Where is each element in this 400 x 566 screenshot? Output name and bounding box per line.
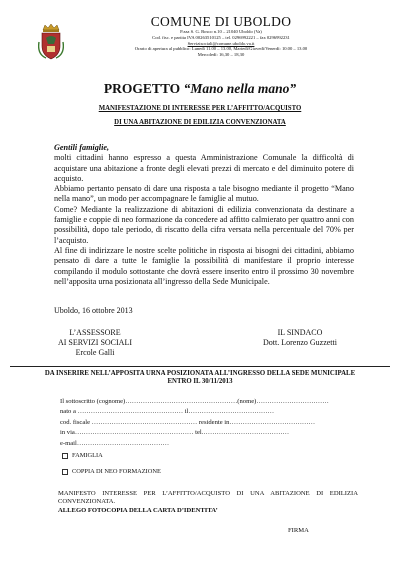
option-famiglia-label: FAMIGLIA [72, 452, 103, 459]
option-coppia-label: COPPIA DI NEO FORMAZIONE [72, 468, 161, 475]
checkbox-icon[interactable] [62, 469, 68, 475]
option-famiglia[interactable] [62, 452, 103, 459]
letterhead [96, 14, 346, 58]
assessore-role-2: AI SERVIZI SOCIALI [57, 338, 133, 347]
project-title [0, 81, 400, 97]
title-prefix: PROGETTO [103, 81, 184, 96]
signature-assessore [40, 328, 150, 358]
form-heading [20, 370, 380, 387]
letter-date: Uboldo, 16 ottobre 2013 [54, 306, 133, 315]
form-fields [60, 397, 360, 449]
city-name: COMUNE DI UBOLDO [150, 14, 292, 29]
subtitle-line-1: MANIFESTAZIONE DI INTERESSE PER L’AFFITTO/ACQUISTO [98, 105, 302, 112]
manifest-text: MANIFESTO INTERESSE PER L’AFFITTO/ACQUISTO DI UNA ABITAZIONE DI EDILIZIA CONVENZIONATA. [58, 490, 358, 506]
paragraph-1: molti cittadini hanno espresso a questa Amministrazione Comunale la difficoltà di acquistare una abitazione a fronte degli elevati prezzi di mercato e del diminuito potere di acquisto. [54, 153, 354, 183]
address-phone-field[interactable]: in via……………………………………………… tel.………………………………… [60, 429, 290, 437]
manifest-statement [58, 490, 358, 515]
paragraph-4: Al fine di indirizzare le nostre scelte politiche in risposta ai bisogni dei cittadini, abbiamo pensato di dare a tutte le famiglie la possibilità di manifestare il proprio interesse compilando il modulo sottostante che dovrà essere inserito entro il prossimo 30 novembre nell’apposita urna posizionata all’ingresso della Sede Municipale. [54, 245, 354, 286]
email-link[interactable]: Servizisociali@comune.uboldo.va.it [187, 40, 255, 46]
divider [10, 366, 390, 367]
sindaco-name: Dott. Lorenzo Guzzetti [263, 338, 337, 347]
letter-body [54, 143, 354, 287]
email-field[interactable]: e-mail…………………………………… [60, 439, 170, 447]
paragraph-2: Abbiamo pertanto pensato di dare una risposta a tale bisogno mediante il progetto “Mano nella mano”, un modo per accompagnare le famiglie al mutuo. [54, 184, 354, 204]
assessore-name: Ercole Galli [75, 348, 115, 357]
subtitle-line-2: DI UNA ABITAZIONE DI EDILIZIA CONVENZIONATA [114, 119, 286, 126]
address-line: P.zza S. G. Bosco n.10 – 21040 Uboldo (Va) [180, 29, 262, 34]
paragraph-3: Come? Mediante la realizzazione di abitazioni di edilizia convenzionata da destinare a famiglie e coppie di neo formazione da concedere ad affitto calmierato per quattro anni con possibilità, dopo tale periodo, di riscatto della cifra versata nella percentuale del 70% per l’acquisto. [54, 204, 354, 245]
option-coppia[interactable] [62, 468, 161, 475]
hours-line: Orario di apertura al pubblico: Lunedì 11.00 – 13.00, Martedì/Giovedì/Venerdì: 10.00 – 13.00 [134, 46, 308, 52]
title-name: “Mano nella mano” [183, 81, 297, 96]
fiscal-residence-field[interactable]: cod. fiscale ………………………………………… residente in………………………………… [60, 418, 316, 426]
form-heading-line-2: ENTRO IL 30/11/2013 [167, 378, 233, 386]
hours-line-2: Mercoledì: 16,30 – 18,30 [197, 52, 245, 58]
birth-field[interactable]: nato a ………………………………………… il………………………………… [60, 408, 275, 416]
signature-sindaco [245, 328, 355, 348]
checkbox-icon[interactable] [62, 453, 68, 459]
sindaco-role: IL SINDACO [277, 328, 323, 337]
greeting: Gentili famiglie, [54, 143, 110, 152]
assessore-role: L’ASSESSORE [69, 328, 121, 337]
surname-name-field[interactable]: Il sottoscritto (cognome)……………………………………………(nome)…………………………… [60, 398, 329, 405]
attach-text: ALLEGO FOTOCOPIA DELLA CARTA D’IDENTITA’ [58, 506, 218, 514]
form-heading-line-1: DA INSERIRE NELL’APPOSITA URNA POSIZIONATA ALL’INGRESSO DELLA SEDE MUNICIPALE [44, 370, 356, 377]
municipal-crest-icon [38, 22, 64, 62]
firma-label: FIRMA [288, 527, 309, 534]
fiscal-line: Cod. fisc. e partita IVA 00263510125 – tel. 0296992221 – fax 0296992231 [152, 34, 290, 40]
